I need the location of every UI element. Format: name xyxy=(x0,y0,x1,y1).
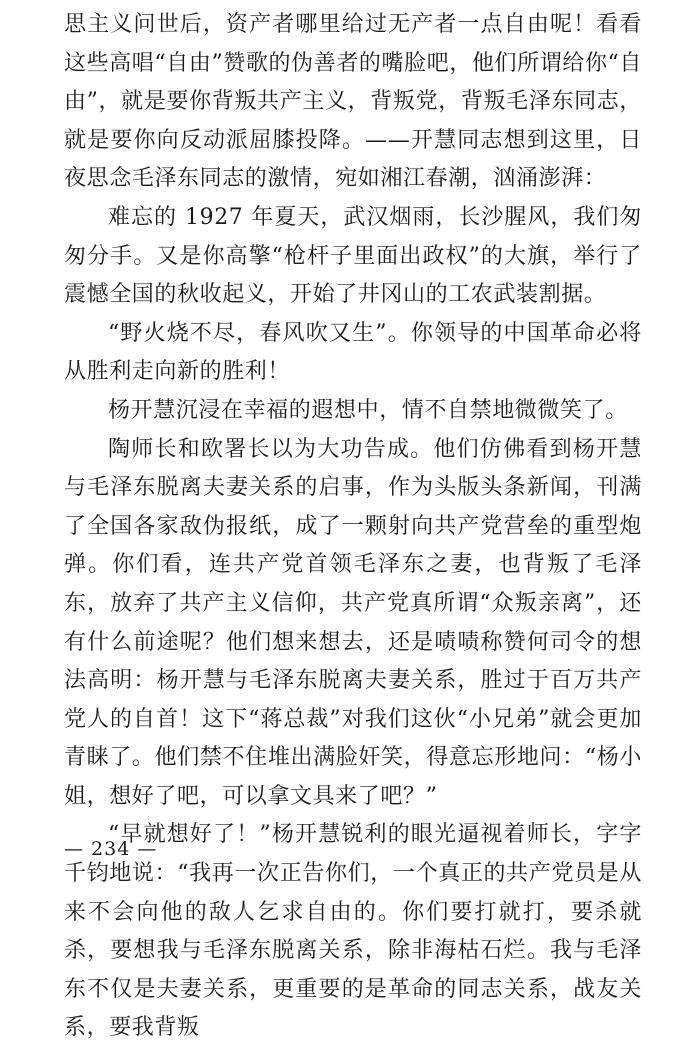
paragraph-4: 杨开慧沉浸在幸福的遐想中，情不自禁地微微笑了。 xyxy=(108,397,628,423)
paragraph-5: 陶师长和欧署长以为大功告成。他们仿佛看到杨开慧与毛泽东脱离夫妻关系的启事，作为头版头条新闻，刊满了全国各家敌伪报纸，成了一颗射向共产党营垒的重型炮弹。你们看，连共产党首领毛泽东之妻，也背叛了毛泽东，放弃了共产主义信仰，共产党真所谓“众叛亲离”，还有什么前途呢？他们想来想去，还是啧啧称赞何司令的想法高明：杨开慧与毛泽东脱离夫妻关系，胜过于百万共产党人的自首！这下“蒋总裁”对我们这伙“小兄弟”就会更加青睐了。他们禁不住堆出满脸奸笑，得意忘形地问：“杨小姐，想好了吧，可以拿文具来了吧？” xyxy=(64,436,642,809)
paragraph-3: “野火烧不尽，春风吹又生”。你领导的中国革命必将从胜利走向新的胜利！ xyxy=(64,320,642,385)
page-text-block xyxy=(64,6,642,1048)
paragraph-6: “早就想好了！”杨开慧锐利的眼光逼视着师长，字字千钧地说：“我再一次正告你们，一个真正的共产党员是从来不会向他的敌人乞求自由的。你们要打就打，要杀就杀，要想我与毛泽东脱离关系，除非海枯石烂。我与毛泽东不仅是夫妻关系，更重要的是革命的同志关系，战友关系，要我背叛 xyxy=(64,822,642,1041)
paragraph-1: 思主义问世后，资产者哪里给过无产者一点自由呢！看看这些高唱“自由”赞歌的伪善者的嘴脸吧，他们所谓给你“自由”，就是要你背叛共产主义，背叛党，背叛毛泽东同志，就是要你向反动派屈膝投降。——开慧同志想到这里，日夜思念毛泽东同志的激情，宛如湘江春潮，汹涌澎湃： xyxy=(64,12,642,192)
paragraph-2: 难忘的 1927 年夏天，武汉烟雨，长沙腥风，我们匆匆分手。又是你高擎“枪杆子里面出政权”的大旗，举行了震憾全国的秋收起义，开始了井冈山的工农武装割据。 xyxy=(64,204,642,308)
page-number: — 234 — xyxy=(64,838,158,860)
